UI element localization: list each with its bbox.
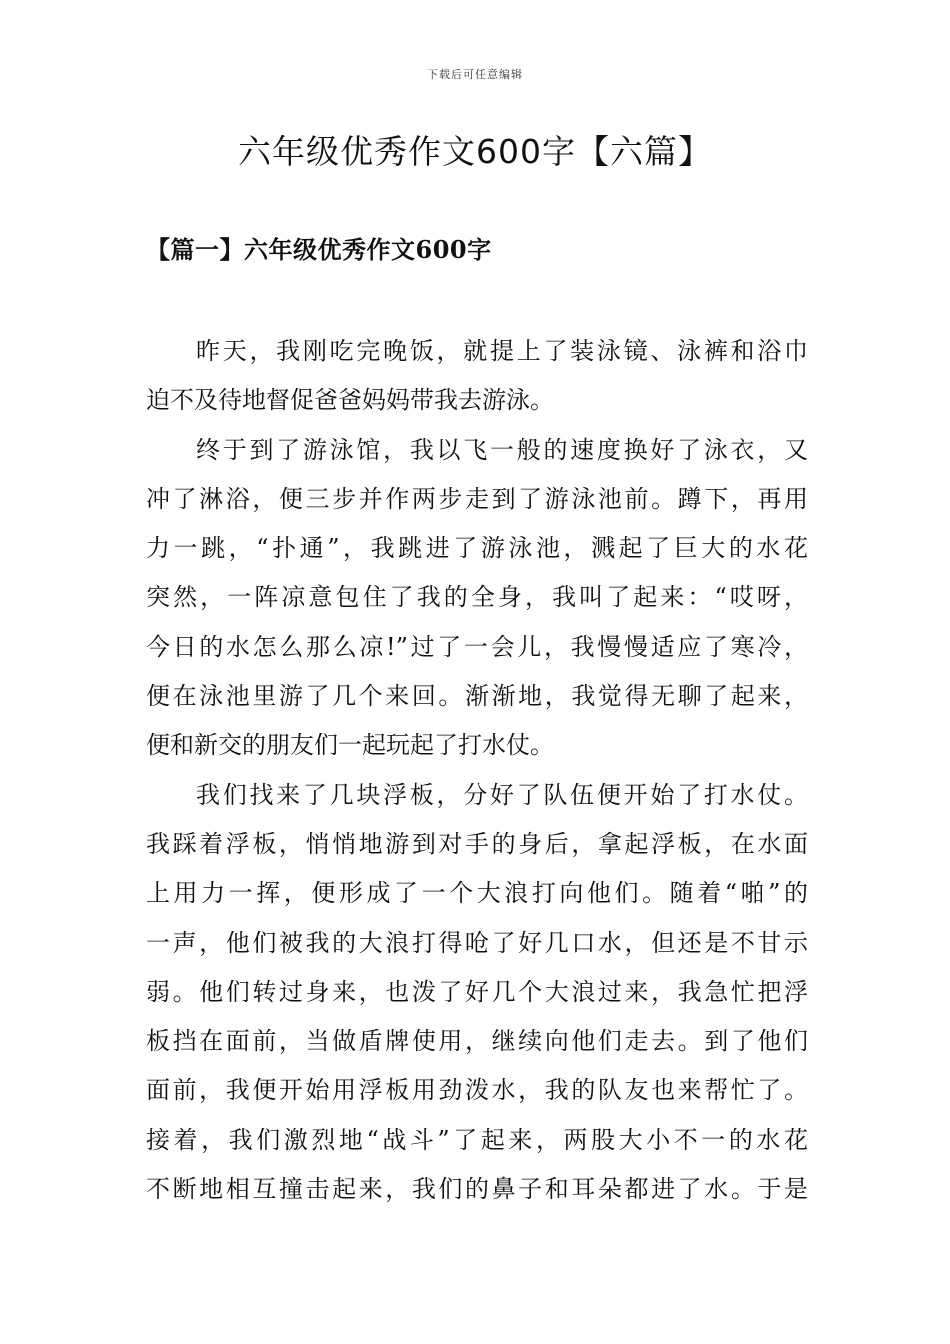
essay-line: 不断地相互撞击起来，我们的鼻子和耳朵都进了水。于是 (146, 1175, 808, 1204)
essay-line: 我们找来了几块浮板，分好了队伍便开始了打水仗。 (196, 780, 808, 809)
essay-line: 一声，他们被我的大浪打得呛了好几口水，但还是不甘示 (146, 928, 808, 957)
essay-line: 面前，我便开始用浮板用劲泼水，我的队友也来帮忙了。 (146, 1076, 808, 1105)
essay-line: 冲了淋浴，便三步并作两步走到了游泳池前。蹲下，再用 (146, 484, 808, 513)
essay-line: 上用力一挥，便形成了一个大浪打向他们。随着“啪”的 (146, 879, 808, 908)
essay-line: 接着，我们激烈地“战斗”了起来，两股大小不一的水花 (146, 1125, 808, 1154)
essay-line: 我踩着浮板，悄悄地游到对手的身后，拿起浮板，在水面 (146, 829, 808, 858)
essay-line: 迫不及待地督促爸爸妈妈带我去游泳。 (146, 386, 554, 415)
essay-line: 昨天，我刚吃完晚饭，就提上了装泳镜、泳裤和浴巾 (196, 337, 808, 365)
essay-line: 便在泳池里游了几个来回。渐渐地，我觉得无聊了起来， (146, 682, 808, 711)
essay-line: 今日的水怎么那么凉!”过了一会儿，我慢慢适应了寒冷， (146, 632, 808, 661)
essay-line: 弱。他们转过身来，也泼了好几个大浪过来，我急忙把浮 (146, 977, 808, 1006)
essay-line: 力一跳，“扑通”，我跳进了游泳池，溅起了巨大的水花 (146, 534, 808, 563)
essay-line: 板挡在面前，当做盾牌使用，继续向他们走去。到了他们 (146, 1027, 808, 1056)
essay-line: 终于到了游泳馆，我以飞一般的速度换好了泳衣，又 (196, 435, 808, 464)
document-title: 六年级优秀作文600字【六篇】 (238, 132, 712, 171)
section-heading: 【篇一】六年级优秀作文600字 (146, 235, 492, 264)
essay-line: 便和新交的朋友们一起玩起了打水仗。 (146, 731, 554, 760)
essay-body (146, 327, 808, 1214)
essay-line: 突然，一阵凉意包住了我的全身，我叫了起来：“哎呀， (146, 583, 808, 612)
header-note: 下载后可任意编辑 (427, 68, 523, 81)
